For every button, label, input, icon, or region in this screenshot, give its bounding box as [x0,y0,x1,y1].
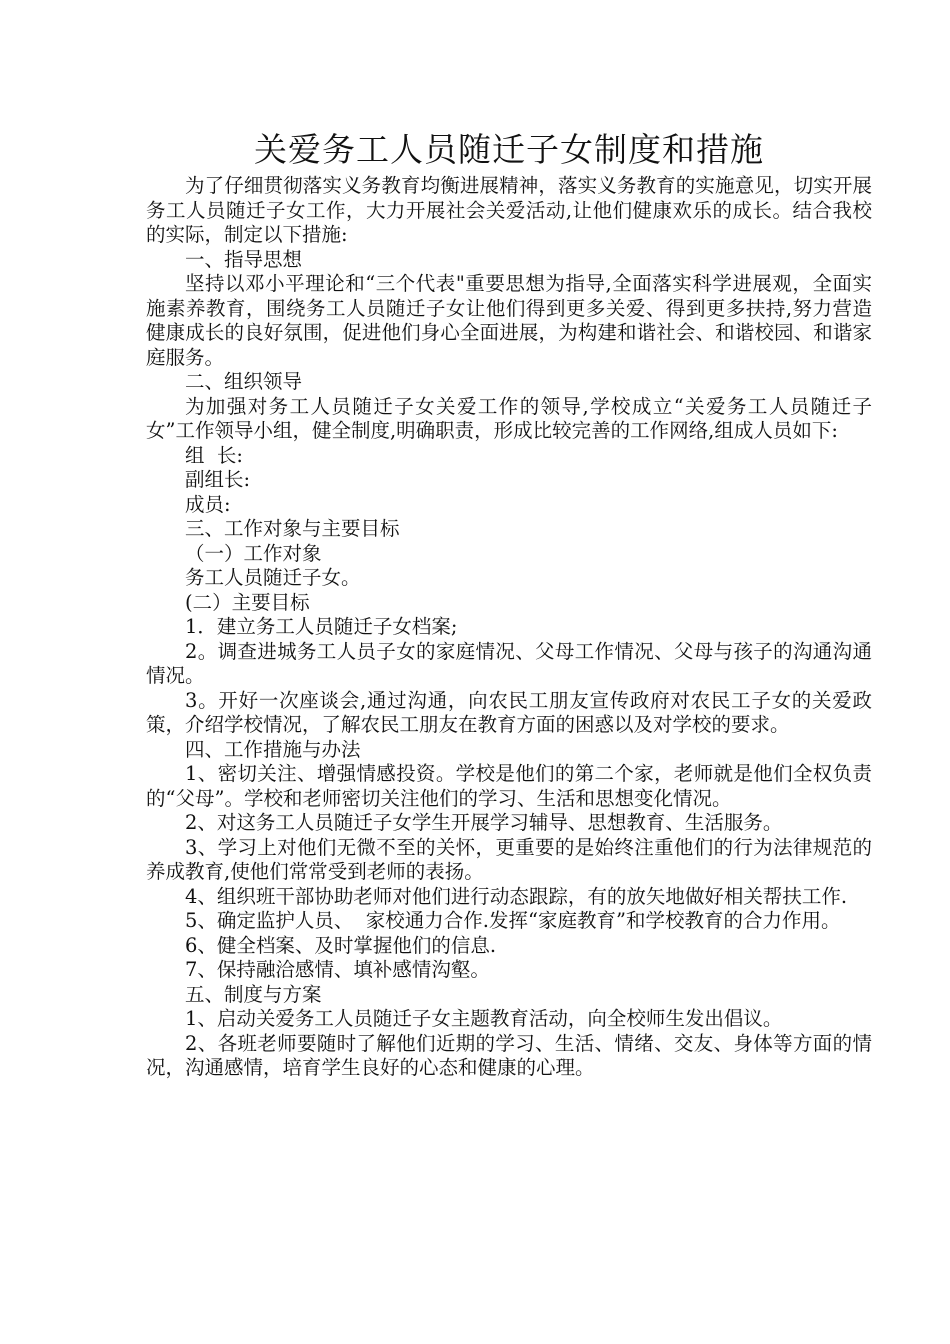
measure-item-7: 7、保持融洽感情、填补感情沟壑。 [185,958,490,981]
measure-item-3: 3、学习上对他们无微不至的关怀，更重要的是始终注重他们的行为法律规范的养成教育,使他们常常受到老师的表扬。 [146,835,872,883]
section-heading-organization: 二、组织领导 [185,370,303,393]
measure-item-6: 6、健全档案、及时掌握他们的信息. [185,933,497,957]
guiding-thought-paragraph: 坚持以邓小平理论和“三个代表"重要思想为指导,全面落实科学进展观，全面实施素养教育，围绕务工人员随迁子女让他们得到更多关爱、得到更多扶持,努力营造健康成长的良好氛围，促进他们身心全面进展，为构建和谐社会、和谐校园、和谐家庭服务。 [146,272,872,369]
organization-paragraph: 为加强对务工人员随迁子女关爱工作的领导,学校成立“关爱务工人员随迁子女”工作领导小组，健全制度,明确职责，形成比较完善的工作网络,组成人员如下: [146,394,872,442]
members-line: 成员: [185,492,231,516]
measure-item-4: 4、组织班干部协助老师对他们进行动态跟踪，有的放矢地做好相关帮扶工作. [185,884,848,908]
section-heading-measures: 四、工作措施与办法 [185,737,361,761]
goal-item-1: 1．建立务工人员随迁子女档案; [185,615,458,638]
plan-item-2: 2、各班老师要随时了解他们近期的学习、生活、情绪、交友、身体等方面的情况，沟通感情，培育学生良好的心态和健康的心理。 [146,1031,872,1079]
team-leader-line: 组 长: [185,443,243,467]
measure-item-2: 2、对这务工人员随迁子女学生开展学习辅导、思想教育、生活服务。 [185,811,783,834]
measure-item-1: 1、密切关注、增强情感投资。学校是他们的第二个家，老师就是他们全权负责的“父母”。学校和老师密切关注他们的学习、生活和思想变化情况。 [146,762,872,810]
section-heading-targets: 三、工作对象与主要目标 [185,517,400,540]
section-heading-guiding-thought: 一、指导思想 [185,247,303,271]
measure-item-5: 5、确定监护人员、 家校通力合作.发挥“家庭教育”和学校教育的合力作用。 [185,909,841,932]
document-title: 关爱务工人员随迁子女制度和措施 [254,130,764,169]
document-page [146,128,872,1081]
subheading-main-goals: (二）主要目标 [185,590,310,614]
subheading-work-object: （一）工作对象 [185,541,322,565]
goal-item-2: 2。调查进城务工人员子女的家庭情况、父母工作情况、父母与孩子的沟通沟通情况。 [146,639,872,687]
goal-item-3: 3。开好一次座谈会,通过沟通，向农民工朋友宣传政府对农民工子女的关爱政策，介绍学校情况，了解农民工朋友在教育方面的困惑以及对学校的要求。 [146,688,872,736]
section-heading-system-plan: 五、制度与方案 [185,982,322,1006]
plan-item-1: 1、启动关爱务工人员随迁子女主题教育活动，向全校师生发出倡议。 [185,1007,783,1030]
deputy-leader-line: 副组长: [185,468,251,491]
work-object-paragraph: 务工人员随迁子女。 [185,566,361,589]
intro-paragraph: 为了仔细贯彻落实义务教育均衡进展精神，落实义务教育的实施意见，切实开展务工人员随迁子女工作，大力开展社会关爱活动,让他们健康欢乐的成长。结合我校的实际，制定以下措施: [146,174,872,246]
